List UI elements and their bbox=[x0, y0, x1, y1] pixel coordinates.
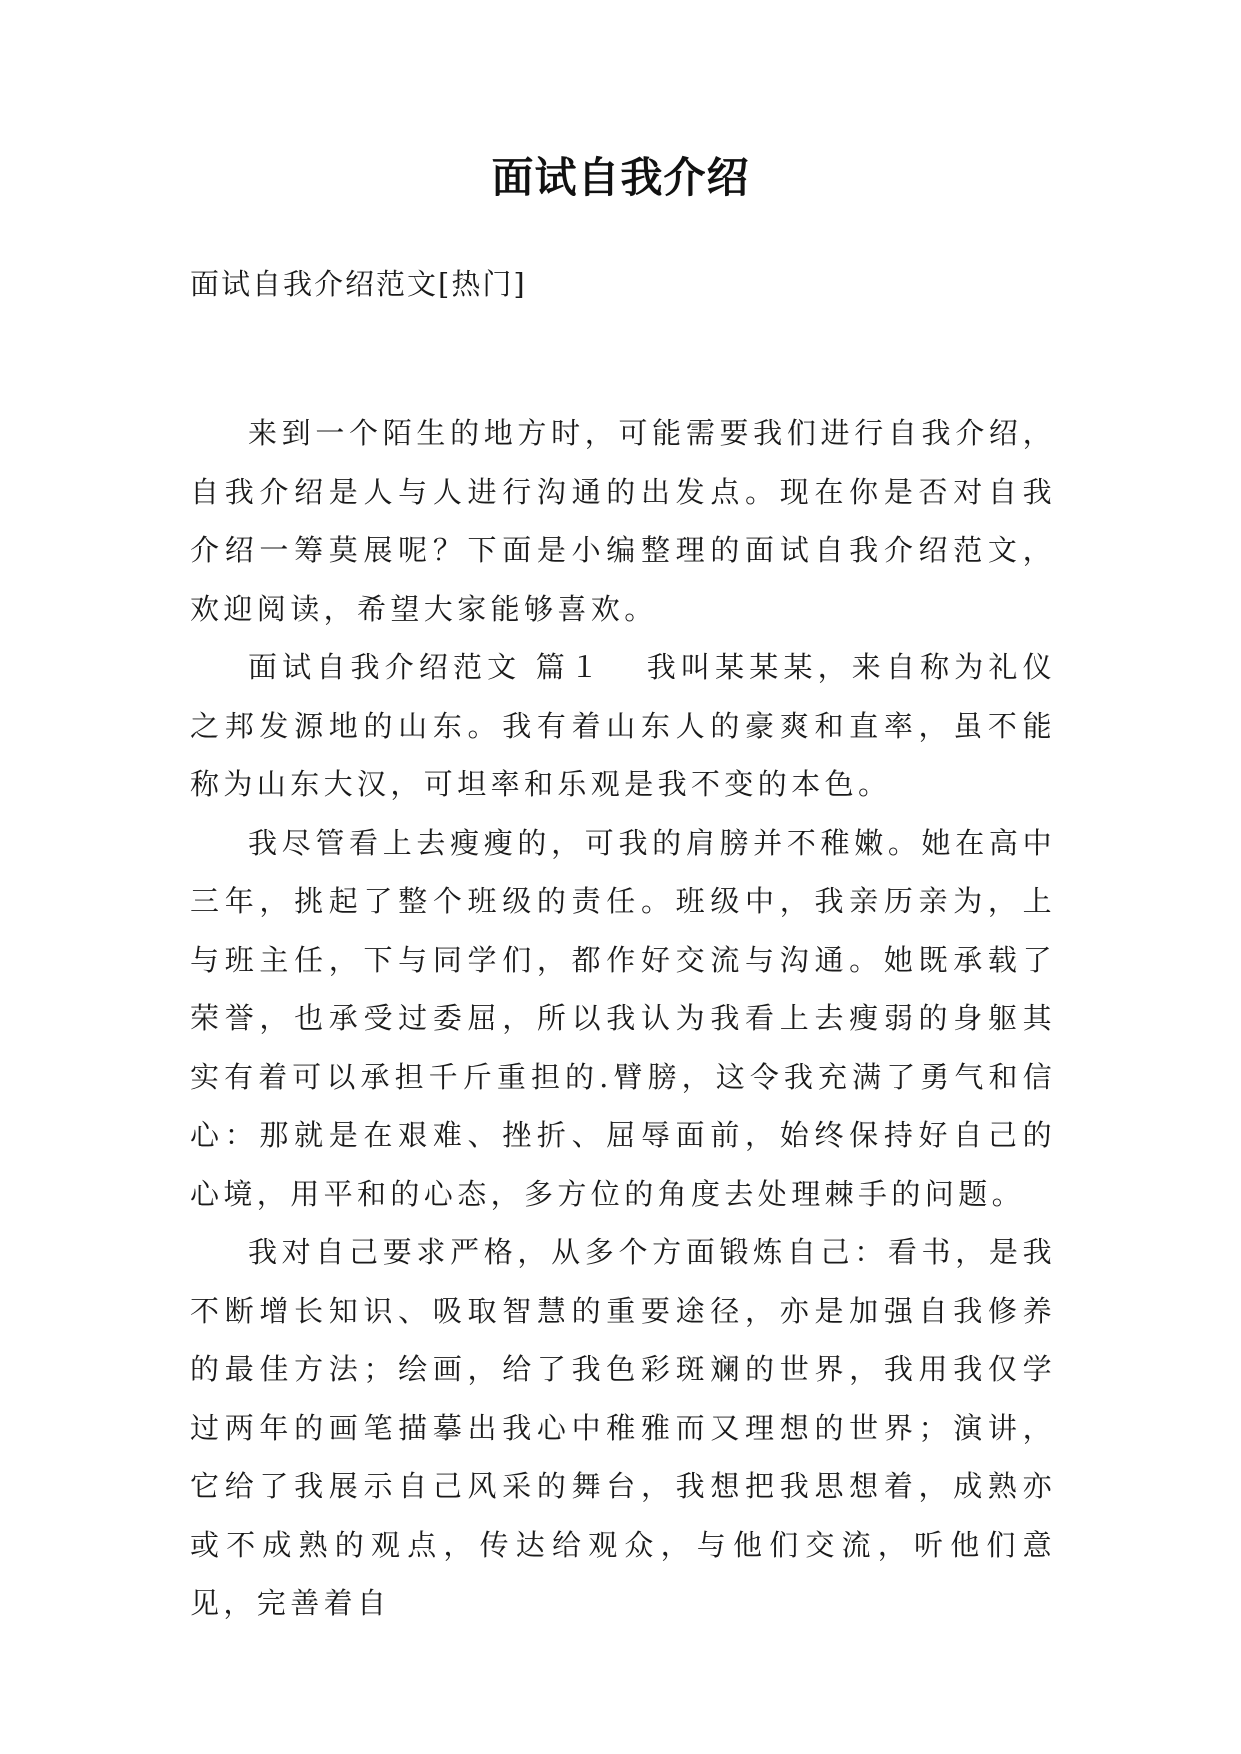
document-body bbox=[190, 404, 1056, 1633]
section-heading: 面试自我介绍范文 篇１ bbox=[248, 650, 605, 684]
body-paragraph-shoulders: 我尽管看上去瘦瘦的，可我的肩膀并不稚嫩。她在高中三年，挑起了整个班级的责任。班级中，我亲历亲为，上与班主任，下与同学们，都作好交流与沟通。她既承载了荣誉，也承受过委屈，所以我认为我看上去瘦弱的身躯其实有着可以承担千斤重担的.臂膀，这令我充满了勇气和信心：那就是在艰难、挫折、屈辱面前，始终保持好自己的心境，用平和的心态，多方位的角度去处理棘手的问题。 bbox=[190, 825, 1056, 1211]
intro-paragraph: 来到一个陌生的地方时，可能需要我们进行自我介绍，自我介绍是人与人进行沟通的出发点。现在你是否对自我介绍一筹莫展呢？下面是小编整理的面试自我介绍范文，欢迎阅读，希望大家能够喜欢。 bbox=[190, 416, 1056, 626]
body-paragraph-self-discipline: 我对自己要求严格，从多个方面锻炼自己：看书，是我不断增长知识、吸取智慧的重要途径，亦是加强自我修养的最佳方法；绘画，给了我色彩斑斓的世界，我用我仅学过两年的画笔描摹出我心中稚雅而又理想的世界；演讲，它给了我展示自己风采的舞台，我想把我思想着，成熟亦或不成熟的观点，传达给观众，与他们交流，听他们意见，完善着自 bbox=[190, 1235, 1056, 1620]
document-subtitle: 面试自我介绍范文[热门] bbox=[190, 267, 527, 301]
section-paragraph bbox=[190, 638, 1056, 814]
section-text: 我叫某某某，来自称为礼仪之邦发源地的山东。我有着山东人的豪爽和直率，虽不能称为山东大汉，可坦率和乐观是我不变的本色。 bbox=[190, 650, 1056, 801]
document-title: 面试自我介绍 bbox=[491, 153, 750, 202]
